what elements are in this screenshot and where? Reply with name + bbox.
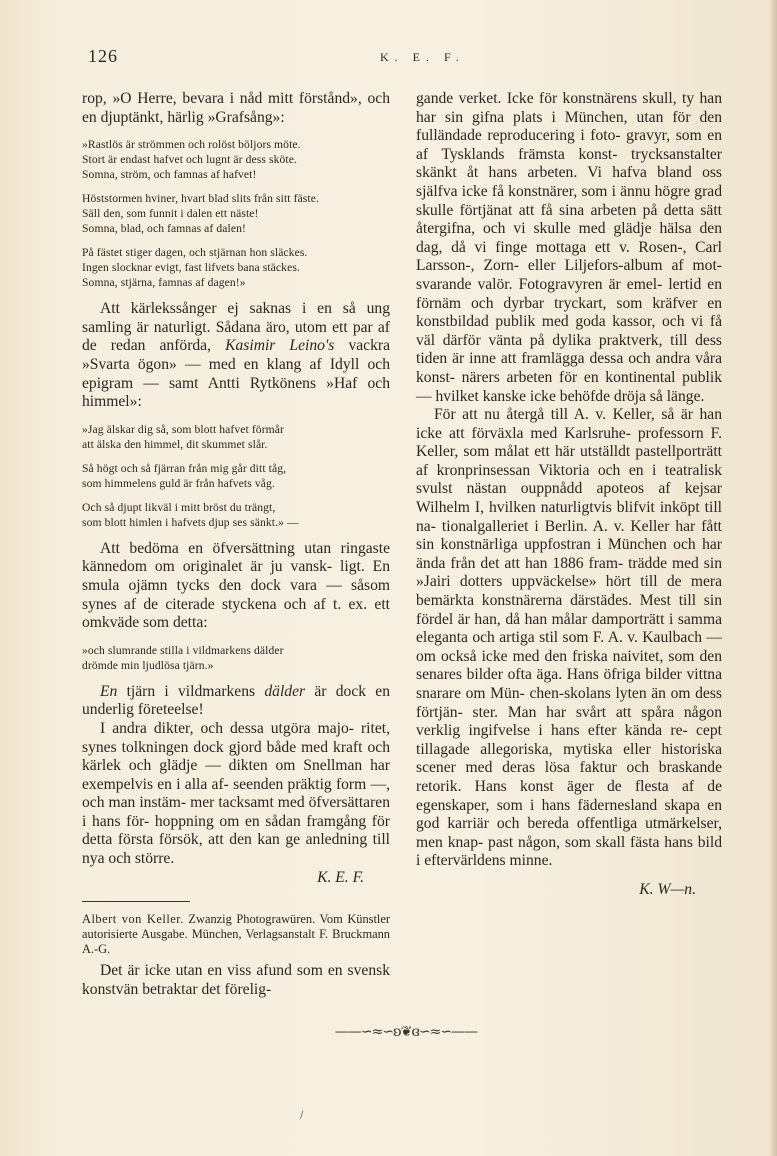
page-number: 126 [88, 46, 118, 66]
book-details: Zwanzig Photograwüren. Vom Künstler autorisierte Ausgabe. München, Verlagsanstalt F. Bruckmann A.-G. [82, 912, 390, 957]
page-header [88, 46, 699, 74]
stanza-gap [82, 491, 390, 500]
book-reference [82, 912, 390, 957]
left-paragraph-2: Att kärlekssånger ej saknas i en så ung samling är naturligt. Sådana äro, utom ett par af de redan anförda, Kasimir Leino's vackra »Svarta ögon» — med en klang af Idyll och epigram — samt Antti Rytkönens »Haf och himmel»: [82, 300, 390, 411]
right-paragraph-2: För att nu återgå till A. v. Keller, så är han icke att förväxla med Karlsruhe- professorn F. Keller, som målat ett här utställdt pastellporträtt af kronprinsessan Viktoria och en i teatralisk svulst nästan ouppnådd apoteos af kejsar Wilhelm I, hvilken naturligtvis blifvit inköpt till na- tionalgalleriet i Berlin. A. v. Keller har fått sin konstnärliga uppfostran i München och har ända från det att han 1886 fram- trädde med sin »Jairi dotters uppväckelse» hört till de mera bemärkta konstnärerna därstädes. Mest till sin fördel är han, då han målar damporträtt i samma eleganta och artiga stil som F. A. v. Kaulbach — om också icke med den friska naivitet, som den senares bilder ofta äga. Hans öfriga bilder vittna snarare om Mün- chen-skolans lyten än om dess förtjän- ster. Man har svårt att spåra någon verklig ingifvelse i hans efter kända re- cept tillagade allegoriska, mytiska eller historiska scener med deras lösa faktur och braskande retorik. Hans konst äger de flesta af de egenskaper, som i hans fädernesland skapa en god karriär och bereda offentliga utmärkelser, men knap- past någon, som skall fästa hans bild i eftervärldens minne. [416, 406, 722, 870]
poem-line: Och så djupt likväl i mitt bröst du trängt, [82, 500, 276, 514]
poem-haf-och-himmel [82, 422, 390, 530]
left-paragraph-6: Det är icke utan en viss afund som en svensk konstvän betraktar det förelig- [82, 962, 390, 998]
section-rule [82, 901, 190, 902]
poem-line: drömde min ljudlösa tjärn.» [82, 658, 214, 672]
book-author: Albert von Keller. [82, 912, 184, 927]
poem-line: Så högt och så fjärran från mig går ditt tåg, [82, 461, 287, 475]
left-paragraph-1: rop, »O Herre, bevara i nåd mitt förstånd», och en djuptänkt, härlig »Grafsång»: [82, 90, 390, 126]
stanza-gap [82, 236, 390, 245]
poem-line: Höststormen hviner, hvart blad slits från sitt fäste. [82, 192, 319, 206]
stanza-gap [82, 182, 390, 191]
running-head: K. E. F. [380, 50, 465, 64]
poem-grafsang [82, 137, 390, 290]
page-mark: / [300, 1110, 304, 1121]
poem-line: Ingen slocknar evigt, fast lifvets bana stäckes. [82, 261, 300, 275]
poem-line: På fästet stiger dagen, och stjärnan hon släckes. [82, 246, 308, 260]
review-signature-kwn: K. W—n. [639, 880, 696, 898]
left-paragraph-4: En tjärn i vildmarkens dälder är dock en underlig företeelse! [82, 682, 391, 719]
poem-line: »Rastlös är strömmen och rolöst böljors möte. [82, 138, 301, 152]
stanza-gap [82, 452, 390, 461]
poem-line: »Jag älskar dig så, som blott hafvet förmår [82, 422, 284, 436]
right-column [416, 90, 722, 900]
poem-line: som blott himlen i hafvets djup ses sänkt.» — [82, 515, 299, 529]
left-column [82, 90, 390, 999]
review-signature-kef: K. E. F. [317, 868, 364, 886]
poem-line: att älska den himmel, dit skummet slår. [82, 437, 268, 451]
author-name: Kasimir Leino's [225, 337, 335, 355]
left-paragraph-5: I andra dikter, och dessa utgöra majo- ritet, synes tolkningen dock gjord både med kraft och kärlek och glädje — dikten om Snellman har exempelvis en i alla af- seenden präktig form —, och man instäm- mer tacksamt med öfversättaren i hans för- hoppning om en sådan framgång för detta första försök, att den kan ge anledning till nya och större. [82, 719, 390, 868]
poem-omkvade [82, 643, 390, 673]
poem-line: Stort är endast hafvet och lugnt är dess sköte. [82, 153, 297, 167]
left-paragraph-3: Att bedöma en öfversättning utan ringaste kännedom om originalet är ju vansk- ligt. En smula ojämn tycks den dock vara — såsom synes af de citerade styckena och af t. ex. ett omkväde som detta: [82, 539, 390, 632]
page-edge [769, 0, 777, 1156]
poem-line: som himmelens guld är från hafvets våg. [82, 476, 275, 490]
end-ornament [256, 1024, 556, 1044]
ornament-flourish: ——∽≈∽ʚ❦ɞ∽≈∽—— [334, 1024, 478, 1040]
poem-line: »och slumrande stilla i vildmarkens dälder [82, 643, 284, 657]
poem-line: Säll den, som funnit i dalen ett näste! [82, 207, 259, 221]
poem-line: Somna, ström, och famnas af hafvet! [82, 168, 257, 182]
poem-line: Somna, stjärna, famnas af dagen!» [82, 276, 246, 290]
right-paragraph-1: gande verket. Icke för konstnärens skull, ty han har sin gifna plats i München, utan för den fulländade reproducering i foto- gravyr, som en af Tysklands främsta konst- trycksanstalter skänkt åt hans arbeten. Vi hafva bland oss själfva icke få konstnärer, som i ännu högre grad skulle förtjänat att få sina arbeten på detta sätt återgifna, och vi skulle med glädje hälsa den dag, då vi finge mottaga ett v. Rosen-, Carl Larsson-, Zorn- eller Liljefors-album af mot- svarande valör. Fotogravyren är emel- lertid en förnäm och dyrbar tryckart, som kräfver en konstbildad publik med goda kassor, och vi få väl därför vänta på dylika praktverk, till dess tiden är inne att framlägga dessa och andra våra konst- närers arbeten för en kontinental publik — hvilket kanske icke behöfde dröja så länge. [416, 90, 722, 405]
poem-line: Somna, blad, och famnas af dalen! [82, 222, 246, 236]
